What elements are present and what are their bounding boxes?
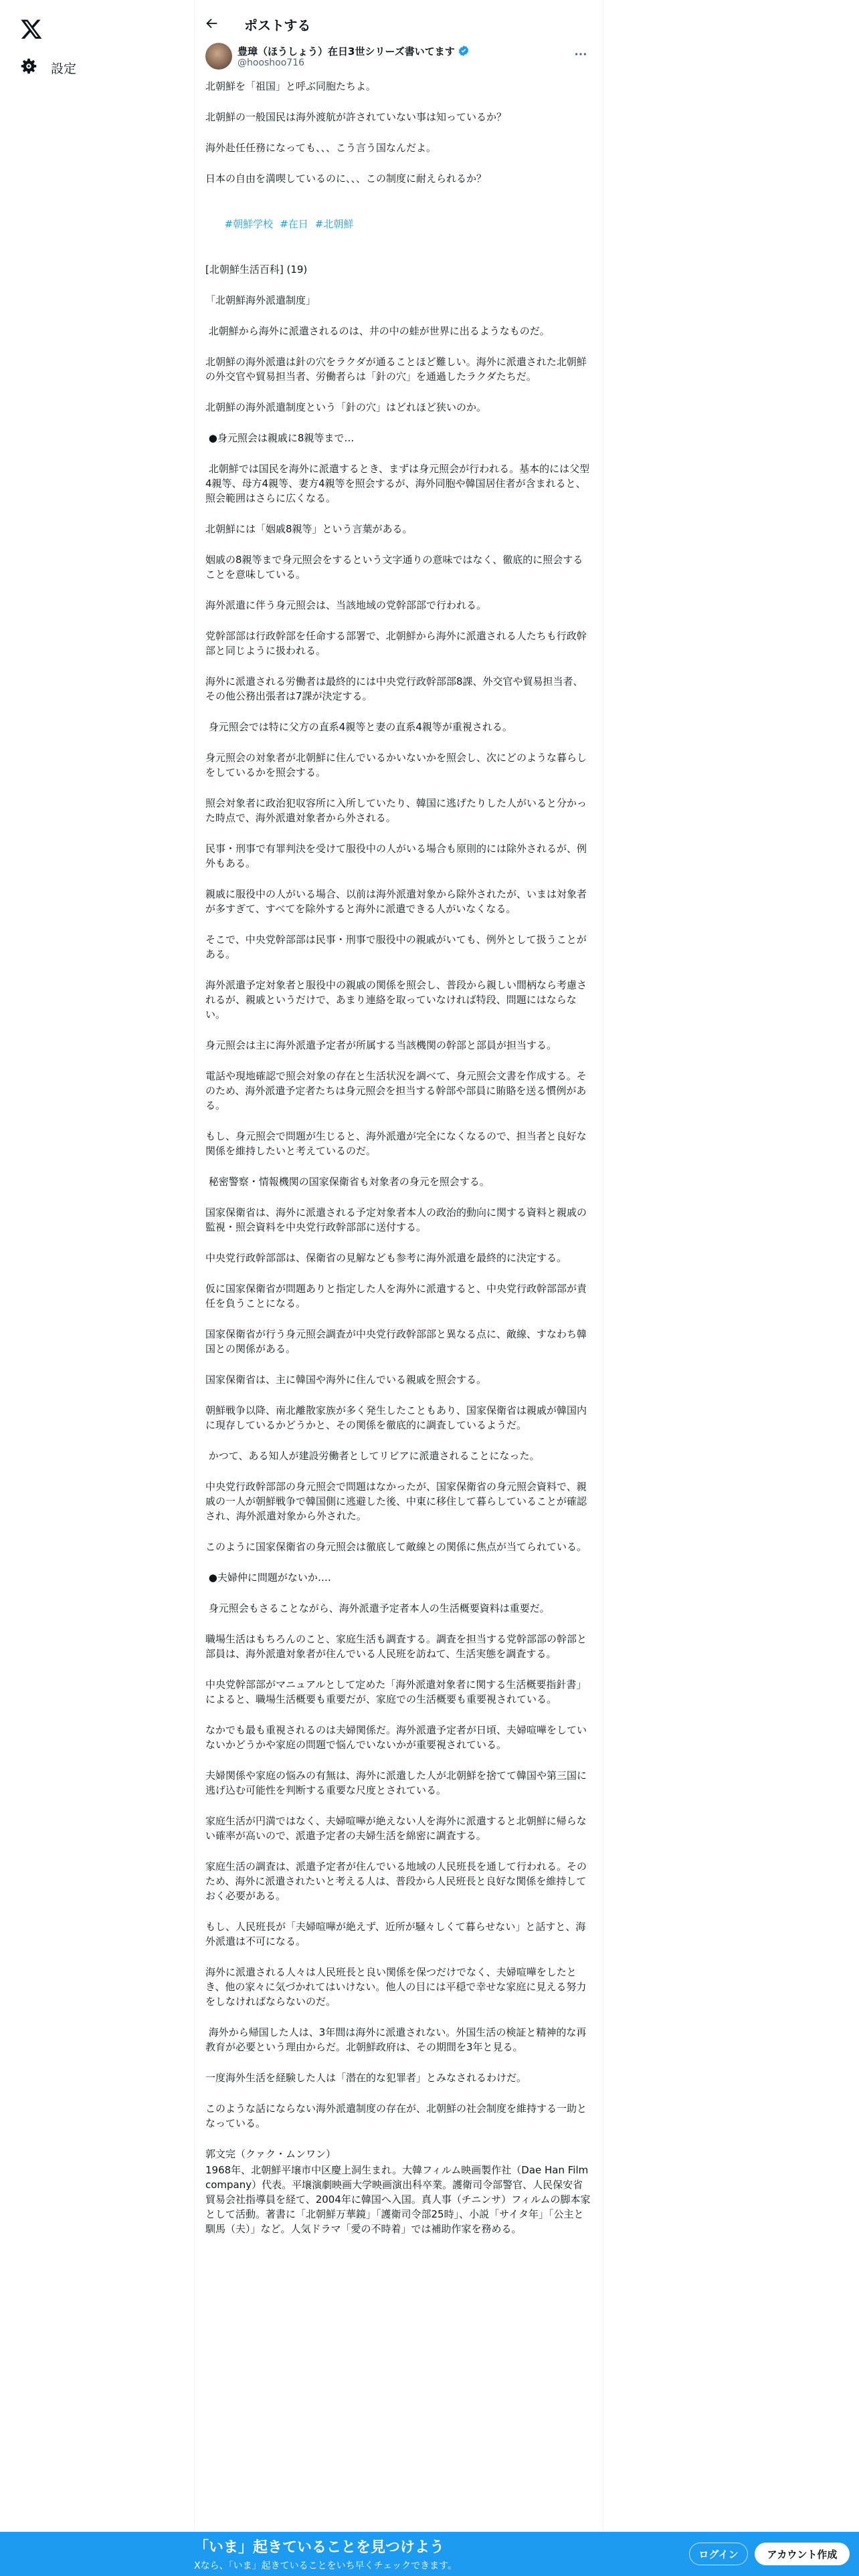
post-author: [205, 43, 593, 74]
article-paragraph: 中央党行政幹部部の身元照会で問題はなかったが、国家保衛省の身元照会資料で、親戚の一人が朝鮮戦争で韓国側に逃避した後、中東に移住して暮らしていることが確認され、海外派遣対象から外された。: [205, 1481, 587, 1522]
article-paragraph: 「北朝鮮海外派遣制度」: [205, 294, 316, 306]
article-paragraph: 照会対象者に政治犯収容所に入所していたり、韓国に逃げたりした人がいると分かった時点で、海外派遣対象者から外される。: [205, 797, 587, 824]
back-arrow-icon[interactable]: [204, 16, 221, 33]
article-paragraph: なかでも最も重視されるのは夫婦関係だ。海外派遣予定者が日頃、夫婦喧嘩をしていないかどうかや家庭の問題で悩んでいないかが重要視されている。: [205, 1724, 587, 1751]
article-paragraph: 一度海外生活を経験した人は「潜在的な犯罪者」とみなされるわけだ。: [205, 2072, 527, 2084]
post-paragraph: 日本の自由を満喫しているのに、、、この制度に耐えられるか？: [205, 173, 487, 185]
more-options-icon[interactable]: [573, 47, 588, 62]
article-paragraph: 北朝鮮から海外に派遣されるのは、井の中の蛙が世界に出るようなものだ。: [205, 325, 550, 337]
post-body: [205, 79, 592, 2252]
hashtag-link[interactable]: #在日: [280, 218, 308, 230]
article-paragraph: そこで、中央党幹部部は民事・刑事で服役中の親戚がいても、例外として扱うことがある。: [205, 934, 587, 960]
article-paragraph: 党幹部部は行政幹部を任命する部署で、北朝鮮から海外に派遣される人たちも行政幹部と同じように扱われる。: [205, 630, 587, 657]
article-paragraph: 身元照会もさることながら、海外派遣予定者本人の生活概要資料は重要だ。: [205, 1602, 550, 1614]
main-column: [194, 0, 603, 2576]
hashtag-link[interactable]: #北朝鮮: [314, 218, 354, 230]
settings-label: 設定: [51, 61, 77, 76]
article-paragraph: 身元照会は主に海外派遣予定者が所属する当該機関の幹部と部員が担当する。: [205, 1039, 557, 1051]
bio-name: 郭文完（クァク・ムンワン）: [205, 2148, 337, 2160]
article-paragraph: 姻戚の8親等まで身元照会をするという文字通りの意味ではなく、徹底的に照会することを意味している。: [205, 554, 583, 580]
post-paragraph: 北朝鮮の一般国民は海外渡航が許されていない事は知っているか？: [205, 111, 507, 123]
article-paragraph: 海外に派遣される労働者は最終的には中央党行政幹部部8課、外交官や貿易担当者、その他公務出張者は7課が決定する。: [205, 675, 583, 702]
article-paragraph: 北朝鮮には「姻戚8親等」という言葉がある。: [205, 523, 413, 535]
settings-link[interactable]: [19, 53, 83, 82]
bio-text: 1968年、北朝鮮平壌市中区慶上洞生まれ。大韓フィルム映画製作社（Dae Han Film company）代表。平壌演劇映画大学映画演出科卒業。護衛司令部警官、人民保安省貿易会社指導員を経て、2004年に韓国へ入国。真人事（チニンサ）フィルムの脚本家として活動。著書に「北朝鮮万華鏡」「護衛司令部25時」、小説「サイタ年」「公主と馴馬（夫）」など。人気ドラマ「愛の不時着」では補助作家を務める。: [205, 2164, 592, 2235]
article-paragraph: 国家保衛省が行う身元照会調査が中央党行政幹部部と異なる点に、敵線、すなわち韓国との関係がある。: [205, 1328, 587, 1355]
article-paragraph: 電話や現地確認で照会対象の存在と生活状況を調べて、身元照会文書を作成する。そのため、海外派遣予定者たちは身元照会を担当する幹部や部員に賄賂を送る慣例がある。: [205, 1070, 587, 1111]
article-paragraph: このような話にならない海外派遣制度の存在が、北朝鮮の社会制度を維持する一助となっている。: [205, 2103, 587, 2129]
author-handle[interactable]: @hooshoo716: [237, 58, 305, 68]
article-paragraph: 身元照会では特に父方の直系4親等と妻の直系4親等が重視される。: [205, 721, 512, 733]
verified-badge-icon: [458, 45, 470, 60]
post-paragraph: 北朝鮮を「祖国」と呼ぶ同胞たちよ。: [205, 80, 377, 92]
article-paragraph: 海外に派遣される人々は人民班長と良い関係を保つだけでなく、夫婦喧嘩をしたとき、他の家々に気づかれてはいけない。他人の目には平穏で幸せな家庭に見える努力をしなければならないのだ。: [205, 1966, 587, 2008]
post-paragraph: 海外赴任任務になっても、、、こう言う国なんだよ。: [205, 142, 437, 154]
article-paragraph: かつて、ある知人が建設労働者としてリビアに派遣されることになった。: [205, 1450, 540, 1462]
banner-title: 「いま」起きていることを見つけよう: [194, 2539, 445, 2556]
article-paragraph: 海外派遣に伴う身元照会は、当該地域の党幹部部で行われる。: [205, 599, 487, 611]
article-text: [205, 262, 592, 2131]
login-button[interactable]: ログイン: [689, 2543, 748, 2565]
article-paragraph: 家庭生活の調査は、派遣予定者が住んでいる地域の人民班長を通して行われる。そのため、海外に派遣されたいと考える人は、普段から人民班長と良好な関係を維持しておく必要がある。: [205, 1860, 587, 1902]
x-logo-icon[interactable]: [20, 17, 43, 40]
article-paragraph: 家庭生活が円満ではなく、夫婦喧嘩が絶えない人を海外に派遣すると北朝鮮に帰らない確率が高いので、派遣予定者の夫婦生活を綿密に調査する。: [205, 1815, 587, 1842]
article-paragraph: もし、人民班長が「夫婦喧嘩が絶えず、近所が騒々しくて暮らせない」と話すと、海外派遣は不可になる。: [205, 1921, 586, 1947]
article-paragraph: 親戚に服役中の人がいる場合、以前は海外派遣対象から除外されたが、いまは対象者が多すぎて、すべてを除外すると海外に派遣できる人がいなくなる。: [205, 888, 587, 915]
banner-subtitle: Xなら、「いま」起きていることをいち早くチェックできます。: [194, 2561, 458, 2571]
article-paragraph: 職場生活はもちろんのこと、家庭生活も調査する。調査を担当する党幹部部の幹部と部員は、海外派遣対象者が住んでいる人民班を訪ねて、生活実態を調査する。: [205, 1633, 587, 1660]
article-paragraph: 秘密警察・情報機関の国家保衛省も対象者の身元を照会する。: [205, 1176, 490, 1188]
gear-icon: [20, 58, 37, 78]
article-paragraph: 国家保衛省は、主に韓国や海外に住んでいる親戚を照会する。: [205, 1374, 487, 1386]
signup-banner: [0, 2532, 859, 2576]
page-header: [195, 0, 603, 49]
article-paragraph: ●夫婦仲に問題がないか‥‥: [205, 1572, 331, 1584]
article-paragraph: 夫婦関係や家庭の悩みの有無は、海外に派遣した人が北朝鮮を捨てて韓国や第三国に逃げ込む可能性を判断する重要な尺度とされている。: [205, 1769, 587, 1796]
article-paragraph: このように国家保衛省の身元照会は徹底して敵線との関係に焦点が当てられている。: [205, 1541, 587, 1553]
article-paragraph: 民事・刑事で有罪判決を受けて服役中の人がいる場合も原則的には除外されるが、例外もある。: [205, 843, 587, 869]
page-title: ポストする: [244, 17, 311, 33]
left-nav: [0, 0, 194, 2576]
article-paragraph: 海外派遣予定対象者と服役中の親戚の関係を照会し、普段から親しい間柄なら考慮されるが、親戚というだけで、あまり連絡を取っていなければ特段、問題にはならない。: [205, 979, 587, 1021]
article-paragraph: ●身元照会は親戚に8親等まで…: [205, 432, 355, 444]
hashtag-row: [205, 202, 592, 246]
article-paragraph: 身元照会の対象者が北朝鮮に住んでいるかいないかを照会し、次にどのような暮らしをしているかを照会する。: [205, 752, 587, 778]
avatar[interactable]: [205, 43, 232, 70]
article-paragraph: もし、身元照会で問題が生じると、海外派遣が完全になくなるので、担当者と良好な関係を維持したいと考えているのだ。: [205, 1130, 587, 1157]
signup-button[interactable]: アカウント作成: [755, 2543, 850, 2565]
author-name[interactable]: 豊璋（ほうしょう）在日3世シリーズ書いてます: [237, 45, 455, 58]
article-paragraph: 朝鮮戦争以降、南北離散家族が多く発生したこともあり、国家保衛省は親戚が韓国内に現存しているかどうかと、その関係を徹底的に調査しているようだ。: [205, 1404, 587, 1431]
article-paragraph: 北朝鮮の海外派遣制度という「針の穴」はどれほど狭いのか。: [205, 401, 487, 413]
article-paragraph: 中央党幹部部がマニュアルとして定めた「海外派遣対象者に関する生活概要指針書」によると、職場生活概要も重要だが、家庭での生活概要も重要視されている。: [205, 1679, 587, 1705]
article-paragraph: [北朝鮮生活百科] (19): [205, 263, 308, 276]
article-paragraph: 北朝鮮の海外派遣は針の穴をラクダが通ることほど難しい。海外に派遣された北朝鮮の外交官や貿易担当者、労働者らは「針の穴」を通過したラクダたちだ。: [205, 356, 587, 383]
article-paragraph: 仮に国家保衛省が問題ありと指定した人を海外に派遣すると、中央党行政幹部部が責任を負うことになる。: [205, 1283, 587, 1309]
hashtag-link[interactable]: #朝鮮学校: [224, 218, 274, 230]
article-paragraph: 国家保衛省は、海外に派遣される予定対象者本人の政治的動向に関する資料と親戚の監視・照会資料を中央党行政幹部部に送付する。: [205, 1206, 587, 1233]
article-paragraph: 中央党行政幹部部は、保衛省の見解なども参考に海外派遣を最終的に決定する。: [205, 1252, 567, 1264]
article-paragraph: 北朝鮮では国民を海外に派遣するとき、まずは身元照会が行われる。基本的には父型4親等、母方4親等、妻方4親等を照会するが、海外同胞や韓国居住者が含まれると、照会範囲はさらに広くなる。: [205, 463, 590, 504]
article-paragraph: 海外から帰国した人は、3年間は海外に派遣されない。外国生活の検証と精神的な再教育が必要という理由からだ。北朝鮮政府は、その期間を3年と見る。: [205, 2026, 587, 2053]
